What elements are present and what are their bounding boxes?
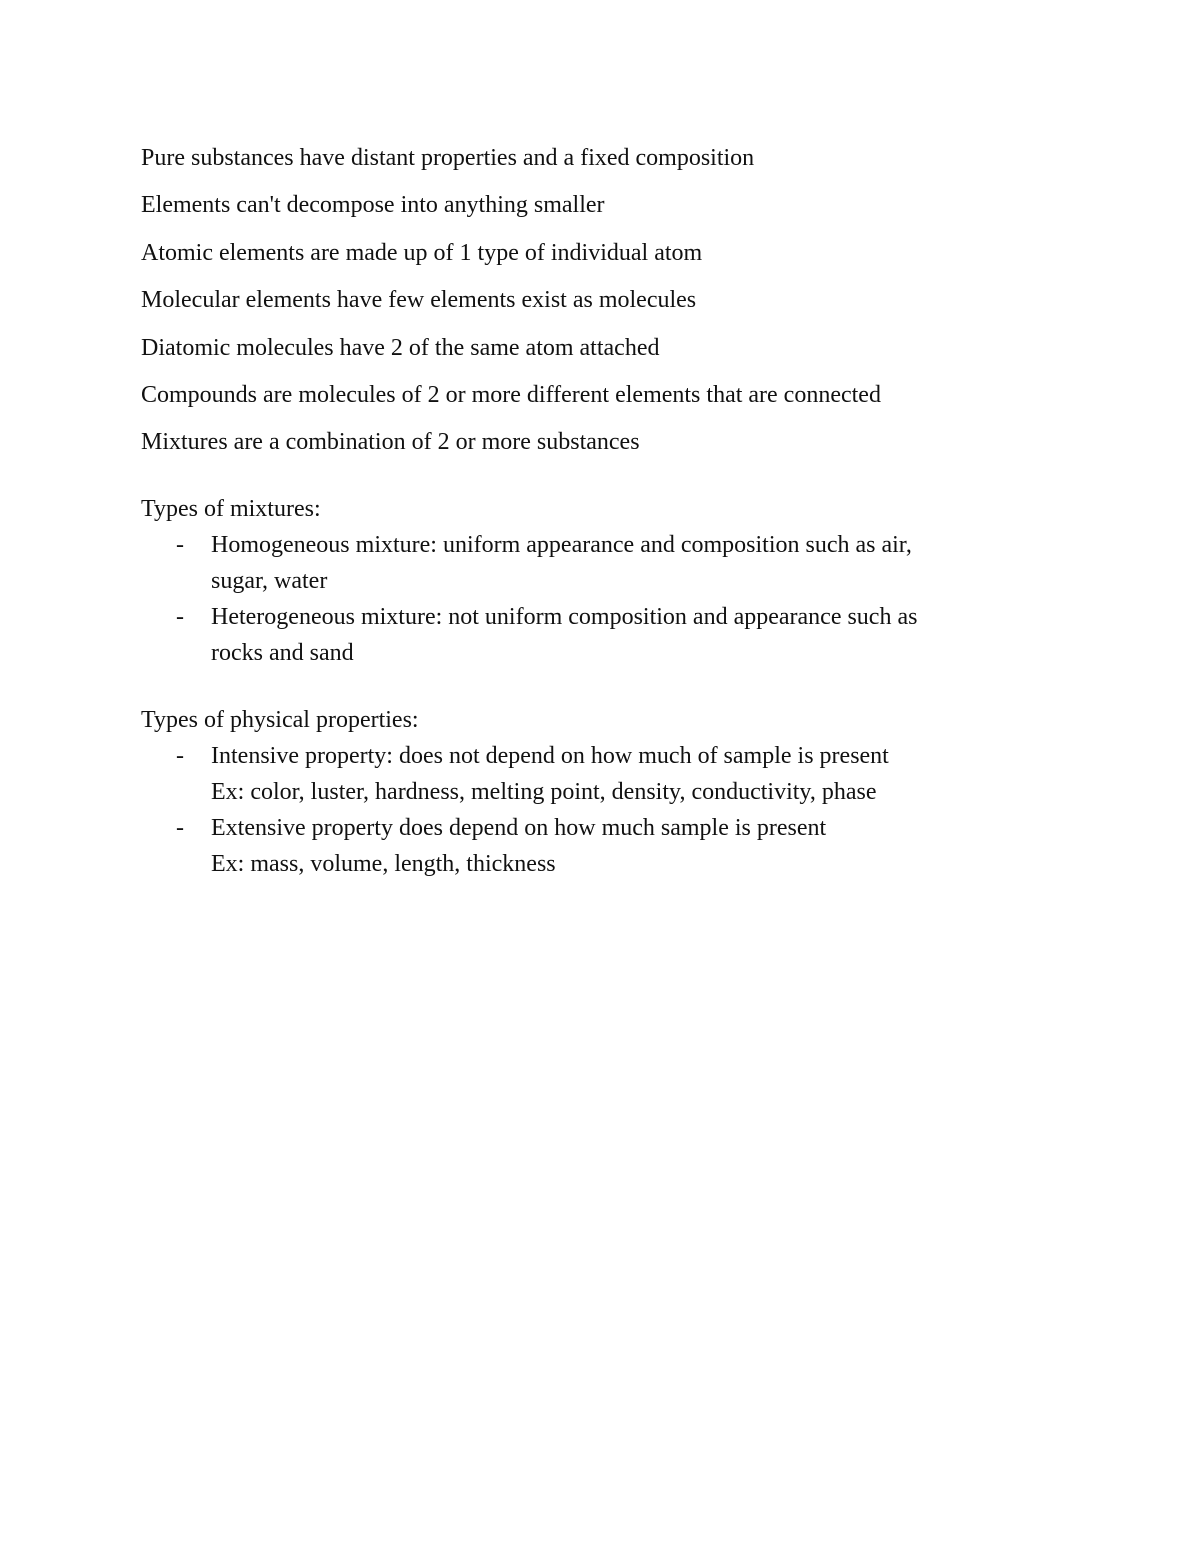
list-item-extensive bbox=[141, 810, 1031, 882]
list-item-text: Homogeneous mixture: uniform appearance and composition such as air, bbox=[211, 532, 912, 559]
list-item-example: Ex: mass, volume, length, thickness bbox=[211, 851, 556, 878]
dash-bullet: - bbox=[176, 532, 184, 559]
physical-properties-list bbox=[141, 738, 1061, 882]
definition-elements: Elements can't decompose into anything smaller bbox=[141, 192, 605, 219]
physical-properties-heading: Types of physical properties: bbox=[141, 707, 419, 734]
list-item-text: Extensive property does depend on how much sample is present bbox=[211, 815, 827, 842]
definition-molecular-elements: Molecular elements have few elements exist as molecules bbox=[141, 287, 697, 314]
list-item-intensive bbox=[141, 738, 1031, 810]
dash-bullet: - bbox=[176, 815, 184, 842]
list-item-text-continued: rocks and sand bbox=[211, 640, 354, 667]
definition-atomic-elements: Atomic elements are made up of 1 type of individual atom bbox=[141, 239, 703, 266]
list-item-example: Ex: color, luster, hardness, melting point, density, conductivity, phase bbox=[211, 779, 877, 806]
definition-pure-substances: Pure substances have distant properties and a fixed composition bbox=[141, 145, 755, 171]
definition-diatomic-molecules: Diatomic molecules have 2 of the same atom attached bbox=[141, 334, 660, 361]
mixtures-heading: Types of mixtures: bbox=[141, 496, 321, 523]
definition-compounds: Compounds are molecules of 2 or more different elements that are connected bbox=[141, 381, 881, 408]
dash-bullet: - bbox=[176, 743, 184, 770]
definition-mixtures: Mixtures are a combination of 2 or more substances bbox=[141, 429, 640, 456]
document-body bbox=[141, 140, 1061, 882]
dash-bullet: - bbox=[176, 604, 184, 631]
list-item-text-continued: sugar, water bbox=[211, 568, 328, 595]
list-item-heterogeneous bbox=[141, 599, 1031, 671]
list-item-text: Heterogeneous mixture: not uniform composition and appearance such as bbox=[211, 604, 918, 631]
mixtures-list bbox=[141, 527, 1061, 671]
list-item-homogeneous bbox=[141, 527, 1031, 599]
list-item-text: Intensive property: does not depend on how much of sample is present bbox=[211, 743, 889, 770]
